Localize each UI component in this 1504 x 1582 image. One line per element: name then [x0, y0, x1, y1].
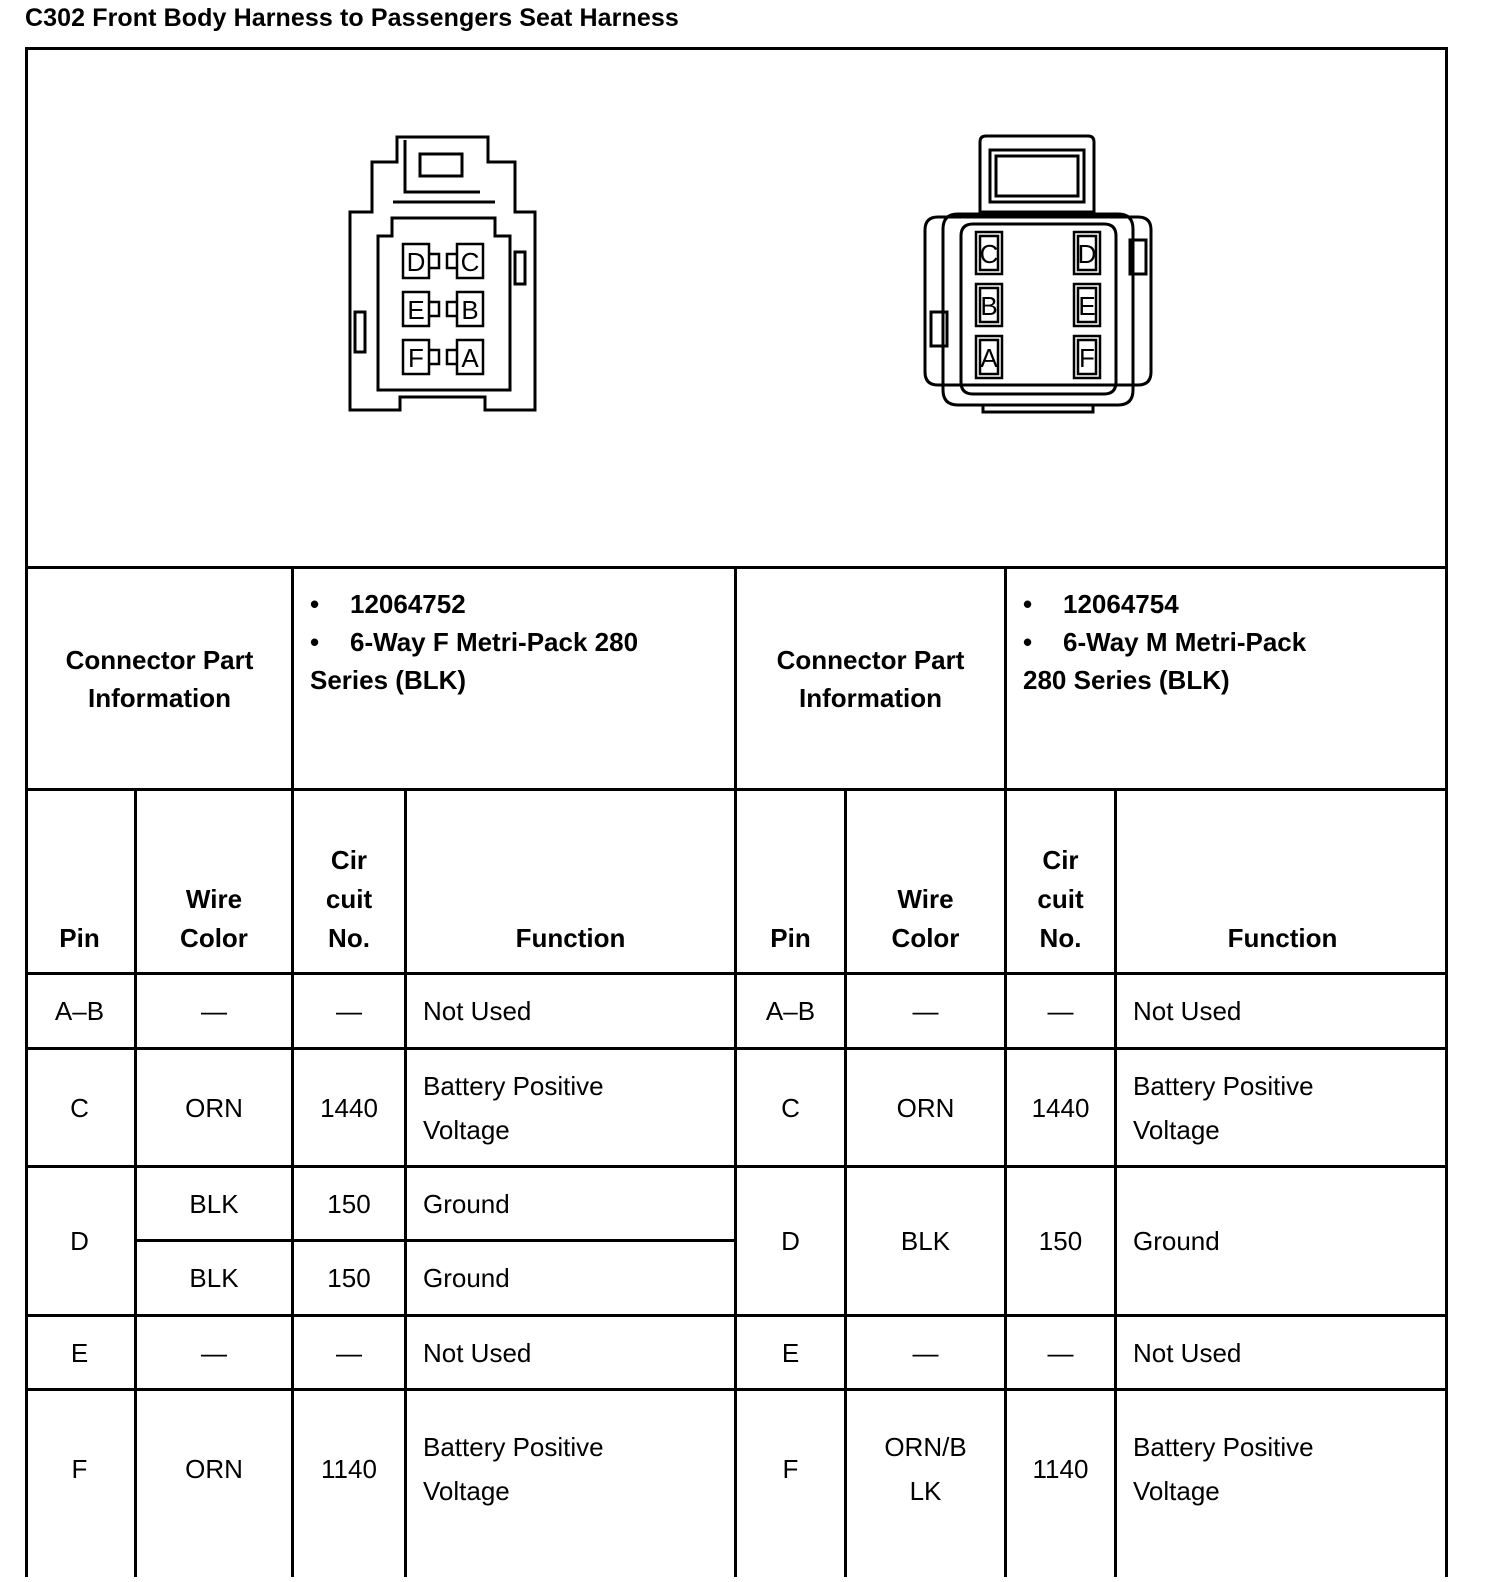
- wire-color-cell: ORN: [185, 1092, 243, 1123]
- header-circuit-no: Cir cuit No.: [1037, 845, 1084, 953]
- bullet: •: [310, 589, 320, 619]
- circuit-cell: 150: [327, 1263, 371, 1293]
- header-pin: Pin: [770, 923, 811, 953]
- bullet: •: [1023, 627, 1033, 657]
- function-cell: Battery Positive Voltage: [1133, 1070, 1314, 1145]
- wire-color-cell: BLK: [900, 1226, 951, 1256]
- pin-label: F: [408, 343, 424, 373]
- pin-cell: D: [781, 1226, 800, 1256]
- pin-cell: A–B: [765, 996, 816, 1026]
- header-wire-color: Wire Color: [891, 884, 960, 953]
- wire-color-cell: BLK: [189, 1263, 239, 1293]
- header-circuit-no: Cir cuit No.: [325, 845, 373, 953]
- header-pin: Pin: [59, 923, 100, 953]
- wire-color-cell: ORN: [896, 1092, 955, 1123]
- pin-cell: D: [70, 1226, 89, 1256]
- female-connector-face-diagram: [345, 132, 565, 417]
- pin-cell: C: [70, 1092, 89, 1123]
- bullet: •: [310, 627, 320, 657]
- pin-cell: E: [781, 1337, 800, 1368]
- pin-label: B: [980, 291, 998, 321]
- function-cell: Ground: [423, 1188, 510, 1219]
- connector-description-cont: Series (BLK): [310, 665, 467, 695]
- wire-color-cell: —: [912, 1337, 939, 1368]
- wire-color-cell: ORN/B LK: [884, 1432, 967, 1506]
- pin-label: B: [461, 295, 479, 325]
- pin-label: F: [1079, 343, 1095, 373]
- pin-label: C: [979, 239, 999, 269]
- wire-color-cell: ORN: [185, 1454, 243, 1484]
- function-cell: Battery Positive Voltage: [423, 1070, 604, 1145]
- part-number: 12064752: [350, 589, 466, 619]
- part-number: 12064754: [1063, 589, 1179, 619]
- pin-label: D: [1077, 239, 1097, 269]
- function-cell: Battery Positive Voltage: [1133, 1432, 1314, 1506]
- pin-label: C: [460, 247, 480, 277]
- function-cell: Not Used: [1133, 1337, 1242, 1368]
- pin-label: A: [980, 343, 998, 373]
- pin-cell: E: [70, 1337, 89, 1368]
- pin-label: D: [406, 247, 426, 277]
- connector-part-info-label: Connector Part Information: [65, 644, 254, 713]
- connector-diagrams: [25, 47, 1448, 567]
- circuit-cell: 1140: [321, 1454, 377, 1484]
- bullet: •: [1023, 589, 1033, 619]
- header-wire-color: Wire Color: [180, 884, 248, 953]
- pin-cell: F: [782, 1454, 799, 1484]
- pin-label: A: [461, 343, 479, 373]
- function-cell: Ground: [423, 1263, 510, 1293]
- page-title: C302 Front Body Harness to Passengers Seat Harness: [25, 4, 679, 32]
- wire-color-cell: BLK: [189, 1188, 239, 1219]
- circuit-cell: —: [1047, 1337, 1074, 1368]
- header-function: Function: [1227, 923, 1338, 953]
- pin-label: E: [407, 295, 425, 325]
- connector-description: 6-Way M Metri-Pack: [1063, 627, 1307, 657]
- function-cell: Battery Positive Voltage: [423, 1432, 604, 1506]
- circuit-cell: 1440: [320, 1092, 378, 1123]
- wire-color-cell: —: [201, 1337, 227, 1368]
- wire-color-cell: —: [201, 996, 227, 1026]
- pin-cell: C: [781, 1092, 800, 1123]
- connector-part-info-right: [1007, 569, 1448, 788]
- function-cell: Ground: [1133, 1226, 1220, 1256]
- function-cell: Not Used: [1133, 996, 1242, 1026]
- circuit-cell: 1140: [1032, 1454, 1089, 1484]
- connector-part-info-label: Connector Part Information: [776, 644, 965, 713]
- connector-part-info-left: [294, 569, 734, 788]
- function-cell: Not Used: [423, 1337, 532, 1368]
- function-cell: Not Used: [423, 996, 532, 1026]
- circuit-cell: 150: [1038, 1226, 1083, 1256]
- circuit-cell: —: [336, 996, 362, 1026]
- circuit-cell: 1440: [1031, 1092, 1090, 1123]
- pin-cell: A–B: [54, 996, 105, 1026]
- circuit-cell: —: [1047, 996, 1074, 1026]
- circuit-cell: 150: [327, 1188, 371, 1219]
- connector-description: 6-Way F Metri-Pack 280: [350, 627, 639, 657]
- wire-color-cell: —: [912, 996, 939, 1026]
- pin-cell: F: [71, 1454, 88, 1484]
- male-connector-face-diagram: [918, 132, 1158, 417]
- header-function: Function: [515, 923, 626, 953]
- connector-description-cont: 280 Series (BLK): [1023, 665, 1230, 695]
- pin-label: E: [1078, 291, 1096, 321]
- circuit-cell: —: [336, 1337, 362, 1368]
